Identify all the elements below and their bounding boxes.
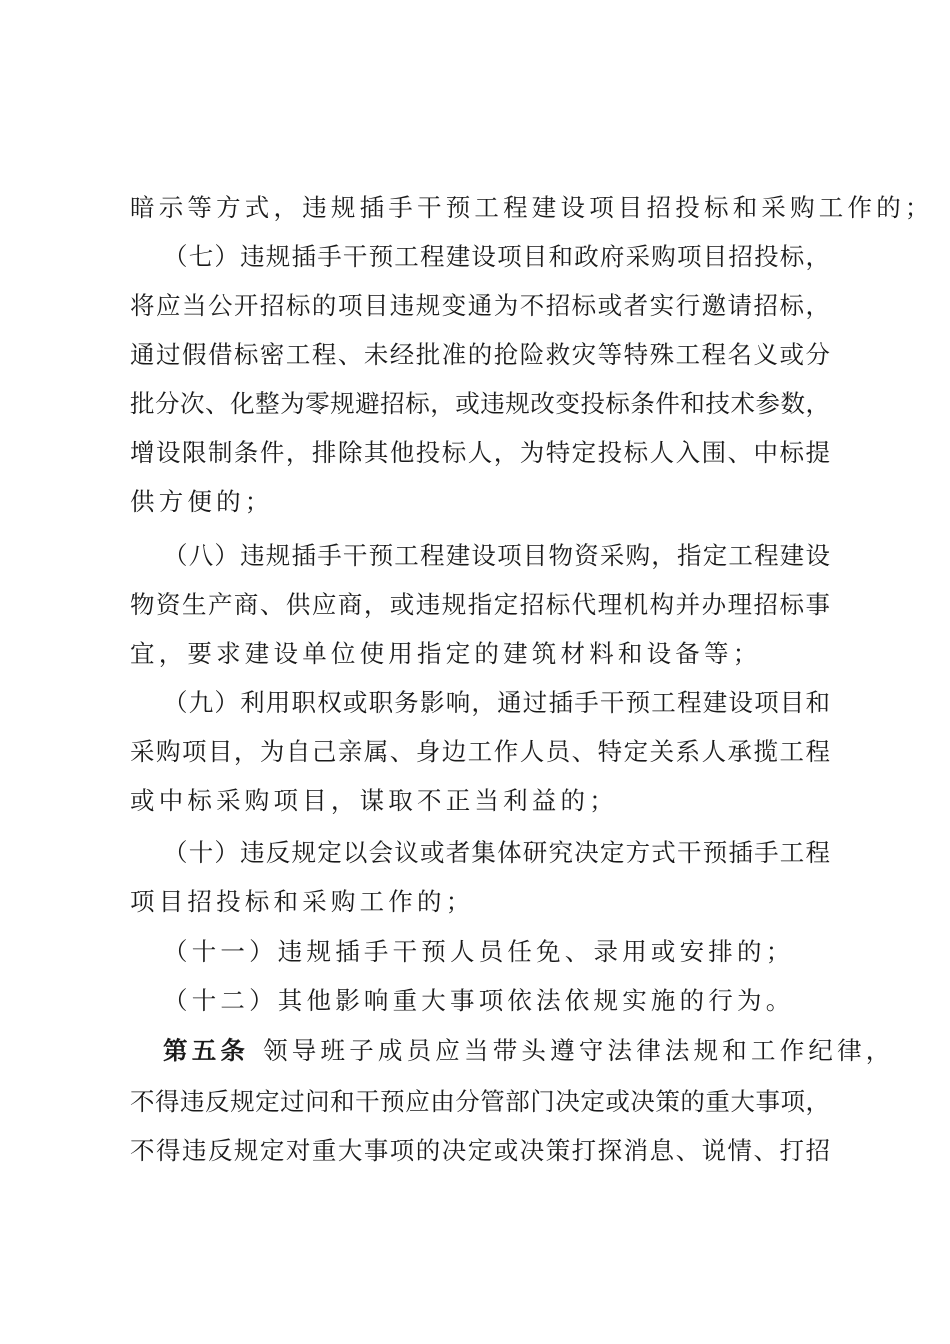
text-line: 暗示等方式，违规插手干预工程建设项目招投标和采购工作的； <box>130 193 934 222</box>
article-heading: 第五条 <box>163 1036 250 1065</box>
text-line: 项目招投标和采购工作的； <box>130 887 475 916</box>
text-line: （十）违反规定以会议或者集体研究决定方式干预插手工程 <box>163 838 830 867</box>
text-line: 不得违反规定对重大事项的决定或决策打探消息、说情、打招 <box>130 1136 830 1165</box>
text-line: （七）违规插手干预工程建设项目和政府采购项目招投标， <box>163 242 830 271</box>
text-line: 供方便的； <box>130 487 274 516</box>
text-line: 宜，要求建设单位使用指定的建筑材料和设备等； <box>130 639 762 668</box>
text-line: 将应当公开招标的项目违规变通为不招标或者实行邀请招标， <box>130 291 830 320</box>
text-line: （十二）其他影响重大事项依法依规实施的行为。 <box>163 986 795 1015</box>
text-line: （九）利用职权或职务影响，通过插手干预工程建设项目和 <box>163 688 830 717</box>
text-span: 领导班子成员应当带头遵守法律法规和工作纪律， <box>263 1036 895 1065</box>
text-line: 批分次、化整为零规避招标，或违规改变投标条件和技术参数， <box>130 389 830 418</box>
text-line: 或中标采购项目，谋取不正当利益的； <box>130 786 618 815</box>
text-line: 采购项目，为自己亲属、身边工作人员、特定关系人承揽工程 <box>130 737 830 766</box>
text-line: 增设限制条件，排除其他投标人，为特定投标人入围、中标提 <box>130 438 830 467</box>
text-line: （八）违规插手干预工程建设项目物资采购，指定工程建设 <box>163 541 830 570</box>
text-line: 物资生产商、供应商，或违规指定招标代理机构并办理招标事 <box>130 590 830 619</box>
text-line: （十一）违规插手干预人员任免、录用或安排的； <box>163 937 795 966</box>
text-line: 通过假借标密工程、未经批准的抢险救灾等特殊工程名义或分 <box>130 340 830 369</box>
text-line: 不得违反规定过问和干预应由分管部门决定或决策的重大事项， <box>130 1087 830 1116</box>
article-line <box>163 1036 895 1066</box>
